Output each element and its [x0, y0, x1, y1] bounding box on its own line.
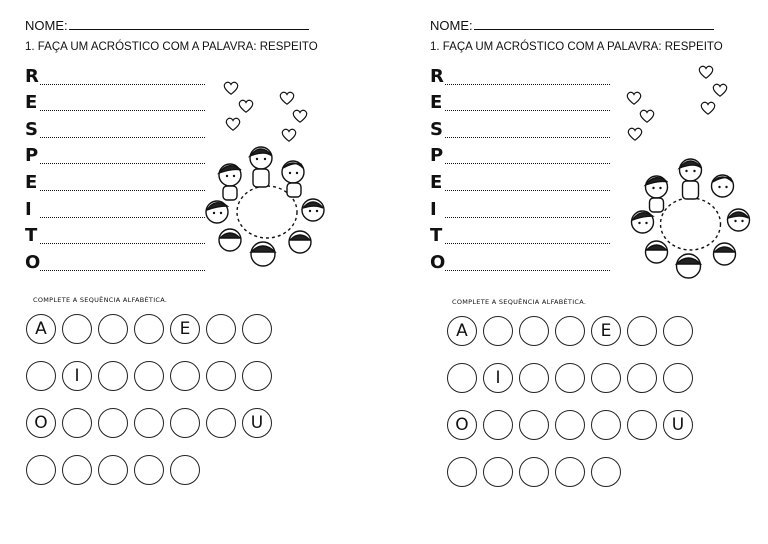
heart-icon: [626, 126, 644, 142]
circle-row: [447, 410, 693, 440]
letter-circle[interactable]: [62, 408, 92, 438]
acrostic-letter: S: [430, 118, 443, 140]
letter-circle[interactable]: U: [242, 408, 272, 438]
letter-circle[interactable]: [483, 457, 513, 487]
letter-circle[interactable]: [447, 363, 477, 393]
acrostic-row[interactable]: [430, 248, 610, 275]
letter-circle[interactable]: [555, 316, 585, 346]
acrostic-row[interactable]: [25, 168, 205, 195]
letter-circle[interactable]: [627, 316, 657, 346]
letter-circle[interactable]: [206, 361, 236, 391]
letter-circle[interactable]: [627, 363, 657, 393]
letter-circle[interactable]: [134, 314, 164, 344]
letter-circle[interactable]: [519, 457, 549, 487]
letter-circle[interactable]: [170, 361, 200, 391]
circle-row: [26, 361, 272, 391]
letter-circle[interactable]: [591, 410, 621, 440]
acrostic-row[interactable]: [25, 142, 205, 169]
letter-circle[interactable]: [26, 361, 56, 391]
name-field[interactable]: [25, 18, 309, 33]
letter-circle[interactable]: [134, 408, 164, 438]
alphabet-circles: [26, 314, 272, 502]
writing-line[interactable]: [445, 110, 610, 111]
acrostic-letter: I: [430, 198, 437, 220]
letter-circle[interactable]: I: [483, 363, 513, 393]
acrostic-letter: I: [25, 198, 32, 220]
circle-row: [447, 316, 693, 346]
letter-circle[interactable]: [555, 457, 585, 487]
letter-circle[interactable]: E: [170, 314, 200, 344]
letter-circle[interactable]: [62, 455, 92, 485]
acrostic-row[interactable]: [430, 195, 610, 222]
letter-circle[interactable]: [519, 410, 549, 440]
heart-icon: [237, 98, 255, 114]
letter-circle[interactable]: [206, 314, 236, 344]
letter-circle[interactable]: [555, 363, 585, 393]
name-blank-line[interactable]: [474, 19, 714, 30]
writing-line[interactable]: [40, 137, 205, 138]
acrostic-row[interactable]: [25, 62, 205, 89]
letter-circle[interactable]: [98, 314, 128, 344]
letter-circle[interactable]: O: [447, 410, 477, 440]
writing-line[interactable]: [40, 163, 205, 164]
letter-circle[interactable]: A: [26, 314, 56, 344]
letter-circle[interactable]: [591, 363, 621, 393]
letter-circle[interactable]: [134, 361, 164, 391]
writing-line[interactable]: [40, 217, 205, 218]
circle-row: [447, 363, 693, 393]
letter-circle[interactable]: A: [447, 316, 477, 346]
writing-line[interactable]: [445, 84, 610, 85]
letter-circle[interactable]: [519, 316, 549, 346]
letter-circle[interactable]: [591, 457, 621, 487]
letter-circle[interactable]: [98, 455, 128, 485]
children-circle-illustration: [627, 152, 755, 287]
letter-circle[interactable]: [206, 408, 236, 438]
acrostic-letter: E: [430, 92, 443, 114]
acrostic-letter: E: [430, 171, 443, 193]
heart-icon: [625, 90, 643, 106]
instruction-text: 1. FAÇA UM ACRÓSTICO COM A PALAVRA: RESPEITO: [25, 41, 318, 53]
acrostic-letter: P: [25, 145, 39, 167]
letter-circle[interactable]: [62, 314, 92, 344]
acrostic-row[interactable]: [25, 248, 205, 275]
name-label: NOME:: [25, 18, 68, 33]
name-label: NOME:: [430, 18, 473, 33]
heart-icon: [222, 80, 240, 96]
acrostic-row[interactable]: [430, 142, 610, 169]
heart-icon: [291, 108, 309, 124]
acrostic-letter: T: [25, 225, 38, 247]
alphabet-circles: [447, 316, 693, 504]
acrostic-row[interactable]: [25, 195, 205, 222]
acrostic-letter: R: [430, 65, 444, 87]
letter-circle[interactable]: [98, 408, 128, 438]
circle-row: [26, 408, 272, 438]
acrostic-row[interactable]: [430, 222, 610, 249]
writing-line[interactable]: [40, 190, 205, 191]
acrostic-letter: P: [430, 145, 444, 167]
acrostic-letter: S: [25, 118, 38, 140]
acrostic: [430, 62, 610, 275]
name-blank-line[interactable]: [69, 19, 309, 30]
heart-icon: [697, 64, 715, 80]
letter-circle[interactable]: [663, 316, 693, 346]
acrostic-row[interactable]: [430, 115, 610, 142]
acrostic-letter: R: [25, 65, 39, 87]
acrostic-letter: O: [25, 251, 41, 273]
acrostic-row[interactable]: [25, 115, 205, 142]
acrostic-letter: E: [25, 92, 38, 114]
acrostic-letter: E: [25, 171, 38, 193]
letter-circle[interactable]: [519, 363, 549, 393]
letter-circle[interactable]: [170, 455, 200, 485]
writing-line[interactable]: [445, 243, 610, 244]
acrostic: [25, 62, 205, 275]
sequence-instruction: COMPLETE A SEQUÊNCIA ALFABÉTICA.: [33, 296, 168, 304]
acrostic-row[interactable]: [430, 89, 610, 116]
acrostic-letter: T: [430, 225, 443, 247]
heart-icon: [711, 82, 729, 98]
letter-circle[interactable]: [483, 316, 513, 346]
writing-line[interactable]: [445, 270, 610, 271]
writing-line[interactable]: [40, 243, 205, 244]
letter-circle[interactable]: [242, 314, 272, 344]
letter-circle[interactable]: [98, 361, 128, 391]
sequence-instruction: COMPLETE A SEQUÊNCIA ALFABÉTICA.: [452, 298, 587, 306]
letter-circle[interactable]: [242, 361, 272, 391]
letter-circle[interactable]: [134, 455, 164, 485]
letter-circle[interactable]: O: [26, 408, 56, 438]
letter-circle[interactable]: [170, 408, 200, 438]
writing-line[interactable]: [445, 163, 610, 164]
children-circle-illustration: [205, 140, 330, 275]
circle-row: [26, 455, 272, 485]
writing-line[interactable]: [445, 190, 610, 191]
letter-circle[interactable]: [483, 410, 513, 440]
instruction-text: 1. FAÇA UM ACRÓSTICO COM A PALAVRA: RESPEITO: [430, 41, 723, 53]
writing-line[interactable]: [445, 217, 610, 218]
worksheet-right: [405, 0, 768, 544]
heart-icon: [699, 100, 717, 116]
letter-circle[interactable]: [663, 363, 693, 393]
circle-row: [26, 314, 272, 344]
acrostic-row[interactable]: [430, 168, 610, 195]
letter-circle[interactable]: U: [663, 410, 693, 440]
writing-line[interactable]: [40, 270, 205, 271]
writing-line[interactable]: [40, 110, 205, 111]
acrostic-row[interactable]: [25, 89, 205, 116]
name-field[interactable]: [430, 18, 714, 33]
letter-circle[interactable]: E: [591, 316, 621, 346]
circle-row: [447, 457, 693, 487]
letter-circle[interactable]: [26, 455, 56, 485]
heart-icon: [278, 90, 296, 106]
acrostic-letter: O: [430, 251, 446, 273]
letter-circle[interactable]: [627, 410, 657, 440]
writing-line[interactable]: [40, 84, 205, 85]
heart-icon: [638, 108, 656, 124]
heart-icon: [224, 116, 242, 132]
letter-circle[interactable]: [447, 457, 477, 487]
letter-circle[interactable]: I: [62, 361, 92, 391]
writing-line[interactable]: [445, 137, 610, 138]
letter-circle[interactable]: [555, 410, 585, 440]
acrostic-row[interactable]: [25, 222, 205, 249]
acrostic-row[interactable]: [430, 62, 610, 89]
